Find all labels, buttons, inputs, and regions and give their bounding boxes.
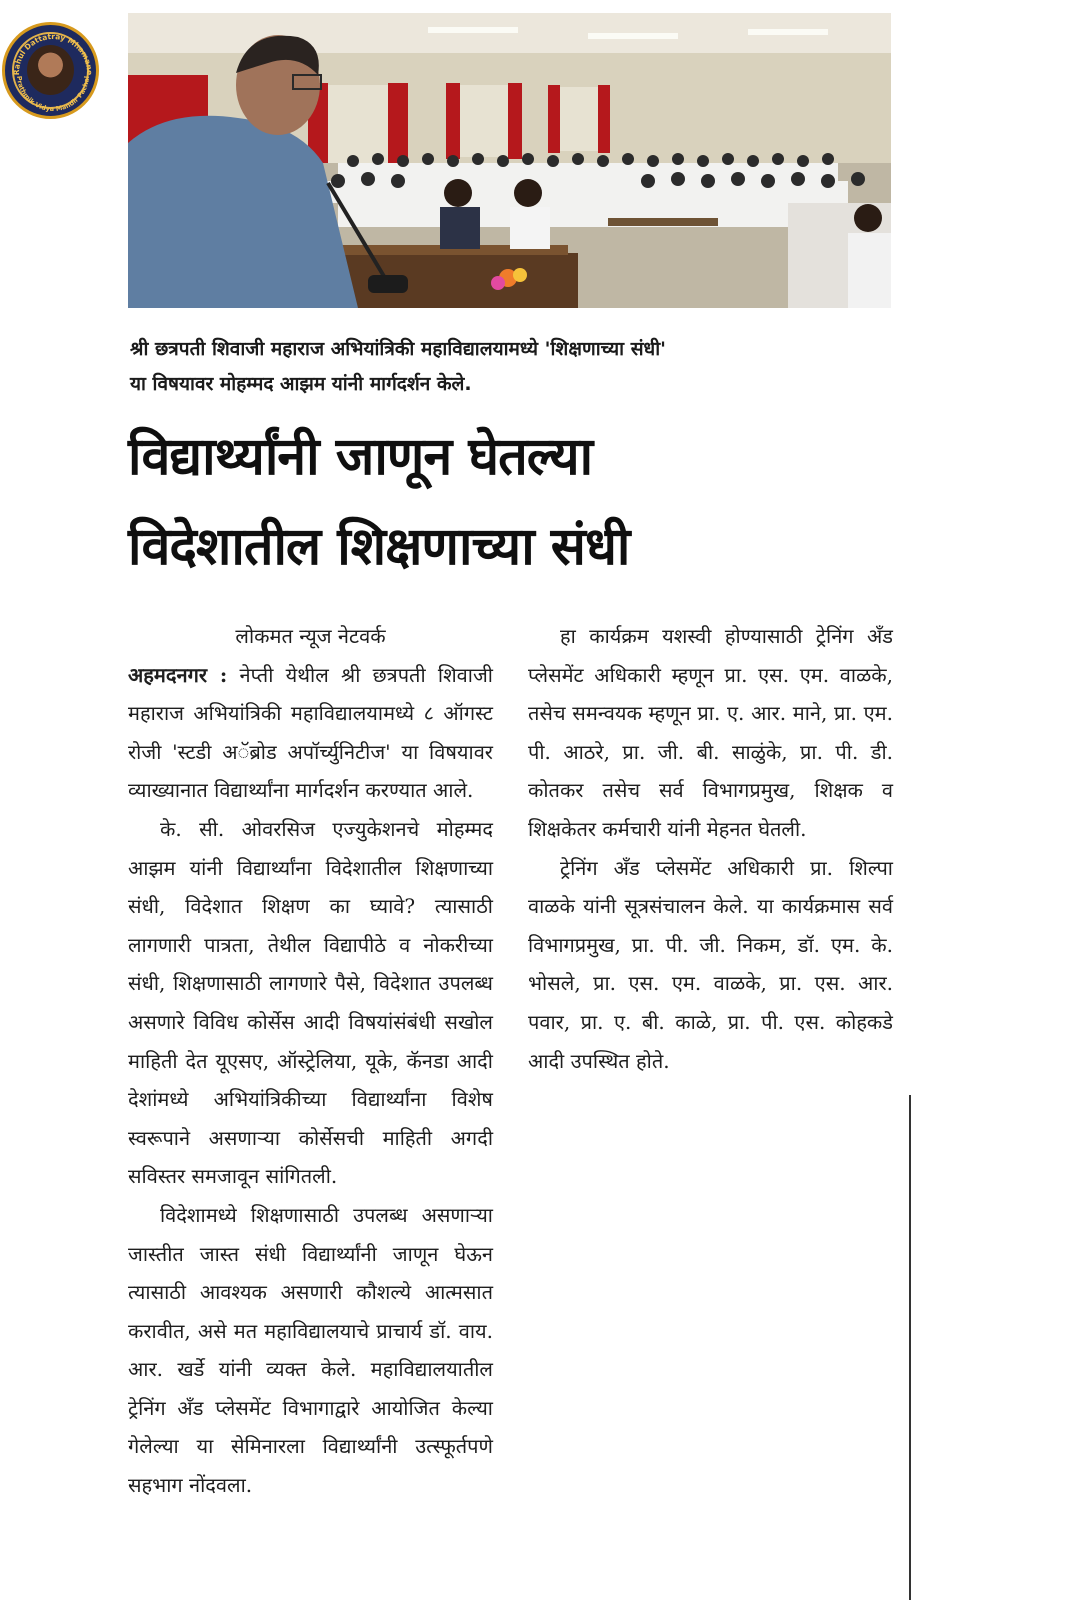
column-rule: [909, 1095, 911, 1600]
paragraph-1-text: नेप्ती येथील श्री छत्रपती शिवाजी महाराज अभियांत्रिकी महाविद्यालयामध्ये ८ ऑगस्ट रोजी 'स्टडी अॅब्रोड अपॉर्च्युनिटीज' या विषयावर व्याख्यानात विद्यार्थ्यांना मार्गदर्शन करण्यात आले.: [128, 662, 493, 803]
caption-line-2: या विषयावर मोहम्मद आझम यांनी मार्गदर्शन केले.: [130, 373, 472, 395]
seal-lettering: [5, 25, 102, 122]
seminar-photo: [128, 13, 891, 308]
article-paragraph-1: [128, 656, 493, 810]
caption-line-1: श्री छत्रपती शिवाजी महाराज अभियांत्रिकी महाविद्यालयामध्ये 'शिक्षणाच्या संधी': [130, 338, 666, 360]
seal-logo: [2, 22, 99, 119]
article-paragraph-3: विदेशामध्ये शिक्षणासाठी उपलब्ध असणाऱ्या जास्तीत जास्त संधी विद्यार्थ्यांनी जाणून घेऊन त्यासाठी आवश्यक असणारी कौशल्ये आत्मसात करावीत, असे मत महाविद्यालयाचे प्राचार्य डॉ. वाय. आर. खर्डे यांनी व्यक्त केले. महाविद्यालयातील ट्रेनिंग अँड प्लेसमेंट विभागाद्वारे आयोजित केल्या गेलेल्या या सेमिनारला विद्यार्थ्यांनी उत्स्फूर्तपणे सहभाग नोंदवला.: [128, 1202, 493, 1498]
article-paragraph-2: के. सी. ओवरसिज एज्युकेशनचे मोहम्मद आझम यांनी विद्यार्थ्यांना विदेशातील शिक्षणाच्या संधी, विदेशात शिक्षण का घ्यावे? त्यासाठी लागणारी पात्रता, तेथील विद्यापीठे व नोकरीच्या संधी, शिक्षणासाठी लागणारे पैसे, विदेशात उपलब्ध असणारे विविध कोर्सेस आदी विषयांसंबंधी सखोल माहिती देत यूएसए, ऑस्ट्रेलिया, यूके, कॅनडा आदी देशांमध्ये अभियांत्रिकीच्या विद्यार्थ्यांना विशेष स्वरूपाने असणाऱ्या कोर्सेसची माहिती अगदी सविस्तर समजावून सांगितली.: [128, 816, 493, 1189]
photo-caption: [130, 332, 900, 402]
article-paragraph-4: हा कार्यक्रम यशस्वी होण्यासाठी ट्रेनिंग अँड प्लेसमेंट अधिकारी म्हणून प्रा. एस. एम. वाळके, तसेच समन्वयक म्हणून प्रा. ए. आर. माने, प्रा. एम. पी. आठरे, प्रा. जी. बी. साळुंके, प्रा. पी. डी. कोतकर तसेच सर्व विभागप्रमुख, शिक्षक व शिक्षकेतर कर्मचारी यांनी मेहनत घेतली.: [528, 624, 893, 841]
article-column-right: [528, 617, 893, 1080]
headline-line-1: विद्यार्थ्यांनी जाणून घेतल्या: [128, 427, 593, 487]
article-paragraph-5: ट्रेनिंग अँड प्लेसमेंट अधिकारी प्रा. शिल्पा वाळके यांनी सूत्रसंचालन केले. या कार्यक्रमास सर्व विभागप्रमुख, प्रा. पी. जी. निकम, डॉ. एम. के. भोसले, प्रा. एस. एम. वाळके, प्रा. एस. आर. पवार, प्रा. ए. बी. काळे, प्रा. पी. एस. कोहकडे आदी उपस्थित होते.: [528, 855, 893, 1073]
headline: [128, 412, 918, 592]
svg-text:Prathmik Vidya Mandir Pachal: Prathmik Vidya Mandir Pachal: [14, 75, 91, 114]
svg-text:Rahul Dattatray Mhamane: Rahul Dattatray Mhamane: [11, 32, 95, 76]
headline-line-2: विदेशातील शिक्षणाच्या संधी: [128, 517, 630, 577]
article-column-left: [128, 617, 493, 1505]
dateline: अहमदनगर :: [128, 662, 228, 687]
byline: लोकमत न्यूज नेटवर्क: [235, 624, 386, 648]
seminar-photo-illustration: [128, 13, 891, 308]
